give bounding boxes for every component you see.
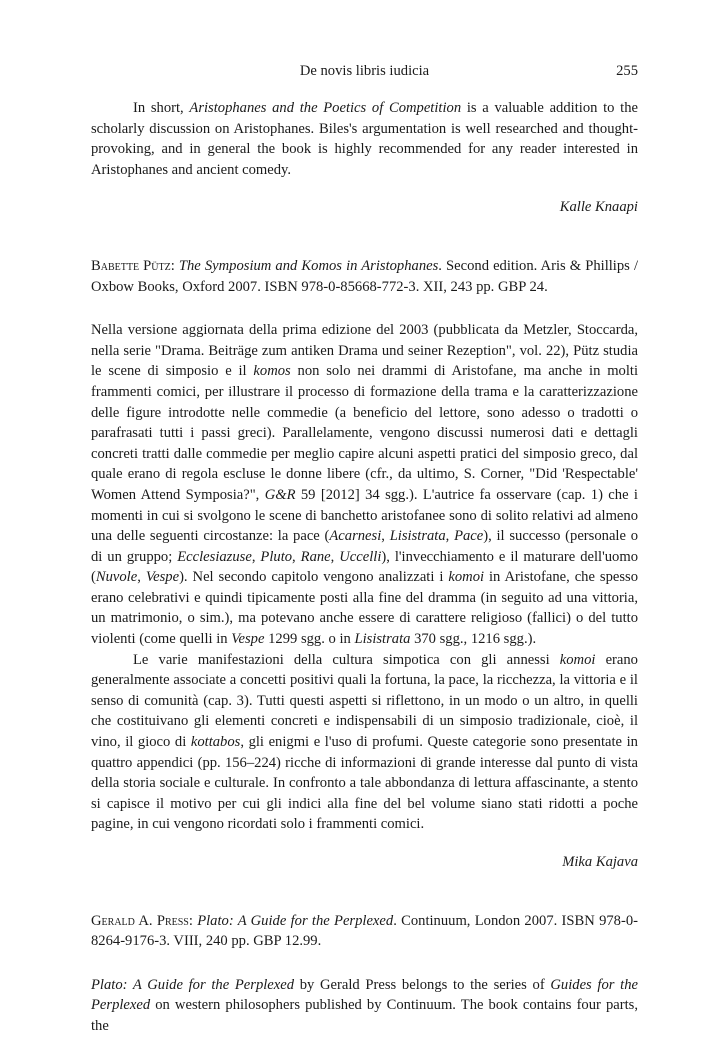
italic-text-segment: Vespe	[145, 569, 180, 586]
text-segment: ,	[137, 569, 146, 586]
text-segment: 59 [2012] 34 sgg.). L'autrice fa osservare (cap. 1) che i momenti in cui si svolgono le scene di banchetto aristofanee sono di solito relativi ad almeno una delle seguenti circostanze: la pace (	[91, 486, 638, 545]
text-segment: non solo nei drammi di Aristofane, ma anche in molti frammenti comici, per illustrare il processo di formazione della trama e la caratterizzazione delle figure introdotte nelle commedie (a beneficio del lettore, sono adesso o tradotti o parafrasati tutti i passi greci). Parallelamente, vengono discussi numerosi dati e dettagli concreti tratti dalle commedie per meglio capire alcuni aspetti pratici del simposio greco, dal quale erano di regola escluse le donne libere (cfr., da ultimo, S. Corner, "Did 'Respectable' Women Attend Symposia?",	[91, 363, 639, 503]
text-segment: ,	[330, 548, 340, 565]
review1-closing-paragraph	[91, 98, 638, 180]
text-segment: 1299 sgg. o in	[264, 631, 355, 648]
review2-biblio-details	[91, 258, 638, 295]
review2-signature: Mika Kajava	[562, 854, 638, 870]
text-segment: :	[188, 912, 198, 929]
text-segment: in Aristofane, che spesso erano celebrativi e quindi tipicamente posti alla fine del dramma (in seguito ad una vittoria, un matrimonio, o sim.), ma potevano anche essere di carattere religioso (fallici) o del tutto violenti (come quelli in	[91, 569, 639, 648]
italic-text-segment: Lisistrata	[389, 528, 446, 545]
review3-paragraph-1	[91, 975, 638, 1037]
text-segment: erano generalmente associate a concetti positivi quali la fortuna, la pace, la ricchezza, la vittoria e il senso di comunità (cap. 3). Tutti questi aspetti si riflettono, in un modo o un altro, in quelli che costituivano gli elementi concreti e indispensabili di un simposio tradizionale, cioè, il vino, il gioco di	[91, 651, 638, 751]
running-title: De novis libris iudicia	[299, 63, 430, 79]
italic-text-segment: Guides for the Perplexed	[91, 976, 638, 1014]
italic-text-segment: Rane	[300, 548, 331, 565]
text-segment: . Second edition. Aris & Phillips / Oxbow Books, Oxford 2007. ISBN 978-0-85668-772-3. XII, 243 pp. GBP 24.	[91, 257, 638, 295]
review1-signature: Kalle Knaapi	[559, 199, 638, 216]
review2-paragraph-1	[91, 320, 638, 650]
text-segment: ,	[251, 548, 261, 565]
italic-text-segment: Acarnesi	[329, 528, 382, 545]
text-segment: ,	[381, 528, 390, 545]
italic-text-segment: Nuvole	[95, 569, 138, 586]
review2-author: Babette Pütz	[91, 257, 171, 274]
text-segment: is a valuable addition to the scholarly discussion on Aristophanes. Biles's argumentation is well researched and thought-provoking, and in general the book is highly recommended for any reader interested in Aristophanes and ancient comedy.	[91, 100, 638, 178]
text-segment: ,	[292, 548, 301, 565]
text-segment: on western philosophers published by Continuum. The book contains four parts, the	[91, 997, 638, 1034]
italic-text-segment: Ecclesiazuse	[177, 548, 252, 565]
page-body	[91, 98, 638, 1037]
italic-text-segment: Aristophanes and the Poetics of Competition	[189, 100, 462, 116]
italic-text-segment: Plato: A Guide for the Perplexed	[197, 912, 394, 929]
italic-text-segment: Pace	[454, 528, 484, 545]
review2-bibliographic-entry	[91, 256, 638, 297]
italic-text-segment: kottabos	[190, 734, 241, 751]
italic-text-segment: G&R	[264, 486, 296, 503]
review3-bibliographic-entry	[91, 911, 638, 952]
italic-text-segment: komoi	[559, 651, 596, 668]
text-segment: by Gerald Press belongs to the series of	[294, 976, 551, 993]
text-segment: ,	[445, 528, 455, 545]
italic-text-segment: Pluto	[260, 548, 293, 565]
text-segment: . Continuum, London 2007. ISBN 978-0-8264-9176-3. VIII, 240 pp. GBP 12.99.	[91, 912, 638, 950]
text-segment: 370 sgg., 1216 sgg.).	[410, 631, 537, 648]
text-segment: ), l'invecchiamento e il maturare dell'uomo (	[91, 548, 638, 586]
italic-text-segment: komos	[253, 363, 291, 380]
text-segment: Le varie manifestazioni della cultura simpotica con gli annessi	[133, 651, 560, 668]
text-segment: ). Nel secondo capitolo vengono analizzati i	[179, 569, 449, 586]
text-segment: , gli enigmi e l'uso di profumi. Queste categorie sono presentate in quattro appendici (pp. 156–224) ricche di informazioni di grande interesse dal punto di vista della storia sociale e culturale. In confronto a tale abbondanza di lettura affascinante, a stento si capisce il motivo per cui gli indici alla fine del bel volume siano stati ridotti a poche pagine, in cui vengono ricordati solo i frammenti comici.	[91, 734, 638, 833]
text-segment: :	[170, 257, 179, 274]
text-segment: ), il successo (personale o di un gruppo;	[91, 528, 638, 565]
italic-text-segment: Lisistrata	[354, 631, 411, 648]
page-number: 255	[616, 63, 638, 79]
review3-author: Gerald A. Press	[91, 912, 189, 929]
text-segment: Nella versione aggiornata della prima edizione del 2003 (pubblicata da Metzler, Stoccarda, nella serie "Drama. Beiträge zum antiken Drama und seiner Rezeption", vol. 22), Pütz studia le scene di simposio e il	[91, 322, 638, 380]
italic-text-segment: komoi	[448, 569, 485, 586]
italic-text-segment: Uccelli	[339, 548, 382, 565]
italic-text-segment: The Symposium and Komos in Aristophanes	[178, 257, 439, 274]
review2-paragraph-2	[91, 650, 638, 835]
italic-text-segment: Vespe	[231, 631, 265, 648]
text-segment: In short,	[133, 100, 190, 116]
italic-text-segment: Plato: A Guide for the Perplexed	[91, 976, 295, 993]
